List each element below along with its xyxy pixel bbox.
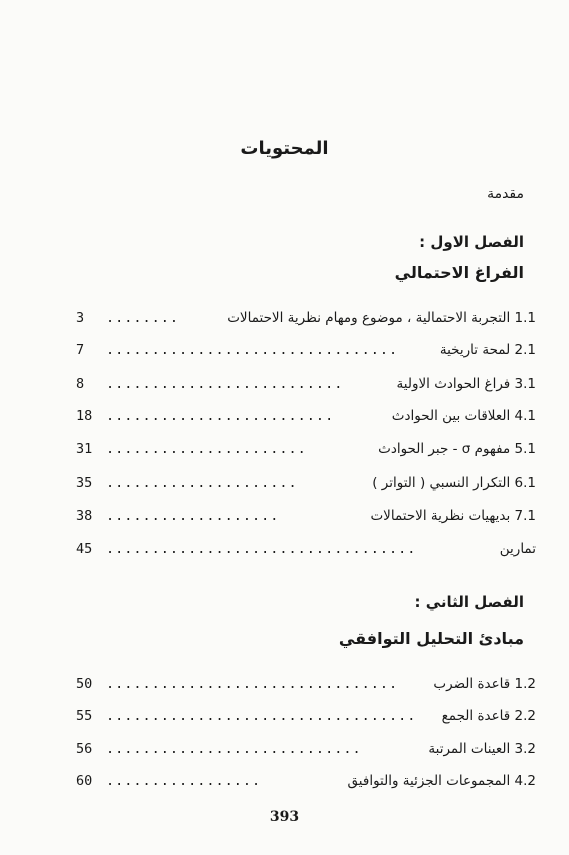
toc-leader-dots: ................................	[106, 342, 399, 358]
chapter-1-title: الفراغ الاحتمالي	[394, 263, 524, 282]
toc-entry-text: 7.1 بديهيات نظرية الاحتمالات	[370, 508, 536, 524]
toc-entry-page: 7	[76, 342, 85, 358]
toc-leader-dots: .....................	[106, 475, 298, 491]
page-number: 393	[269, 809, 300, 825]
toc-entry	[76, 741, 536, 763]
toc-entry	[76, 441, 536, 463]
toc-entry	[76, 708, 536, 730]
toc-entry	[76, 676, 536, 698]
toc-entry	[76, 773, 536, 795]
toc-entry-page: 56	[76, 741, 93, 757]
toc-entry-text: 6.1 التكرار النسبي ( التواتر )	[372, 475, 536, 491]
toc-leader-dots: ........	[106, 310, 180, 326]
toc-entry-page: 50	[76, 676, 93, 692]
toc-entry-text: 1.1 التجربة الاحتمالية ، موضوع ومهام نظرية الاحتمالات	[227, 310, 536, 326]
toc-entry-page: 3	[76, 310, 85, 326]
intro-entry: مقدمة	[487, 186, 524, 202]
toc-entry-text: 2.2 قاعدة الجمع	[441, 708, 536, 724]
toc-entry	[76, 475, 536, 497]
toc-entry-text: 4.2 المجموعات الجزئية والتوافيق	[347, 773, 536, 789]
toc-entry-text: 4.1 العلاقات بين الحوادث	[391, 408, 536, 424]
toc-entry-page: 45	[76, 541, 93, 557]
toc-entry-text: تمارين	[499, 541, 536, 557]
chapter-1-label: الفصل الاول :	[419, 233, 524, 251]
toc-leader-dots: ..........................	[106, 376, 344, 392]
toc-leader-dots: .................	[106, 773, 262, 789]
toc-entry-page: 31	[76, 441, 93, 457]
toc-entry-text: 1.2 قاعدة الضرب	[433, 676, 536, 692]
toc-leader-dots: ..................................	[106, 708, 417, 724]
toc-leader-dots: ...................	[106, 508, 280, 524]
toc-leader-dots: .........................	[106, 408, 335, 424]
toc-leader-dots: ............................	[106, 741, 362, 757]
toc-entry-page: 35	[76, 475, 93, 491]
toc-entry-text: 5.1 مفهوم σ - جبر الحوادث	[378, 441, 536, 457]
toc-entry-page: 8	[76, 376, 85, 392]
chapter-2-label: الفصل الثاني :	[414, 593, 524, 611]
toc-entry-text: 2.1 لمحة تاريخية	[439, 342, 536, 358]
toc-entry	[76, 508, 536, 530]
toc-entry-text: 3.1 فراغ الحوادث الاولية	[396, 376, 536, 392]
toc-leader-dots: ................................	[106, 676, 399, 692]
toc-entry-page: 60	[76, 773, 93, 789]
toc-entry-page: 18	[76, 408, 93, 424]
toc-entry	[76, 541, 536, 563]
toc-entry-page: 55	[76, 708, 93, 724]
toc-entry	[76, 342, 536, 364]
toc-entry-page: 38	[76, 508, 93, 524]
chapter-2-title: مبادئ التحليل التوافقي	[338, 629, 524, 648]
toc-leader-dots: ..................................	[106, 541, 417, 557]
page-title: المحتويات	[240, 138, 329, 159]
toc-entry	[76, 310, 536, 332]
toc-entry-text: 3.2 العينات المرتبة	[428, 741, 536, 757]
toc-leader-dots: ......................	[106, 441, 307, 457]
toc-entry	[76, 408, 536, 430]
toc-entry	[76, 376, 536, 398]
